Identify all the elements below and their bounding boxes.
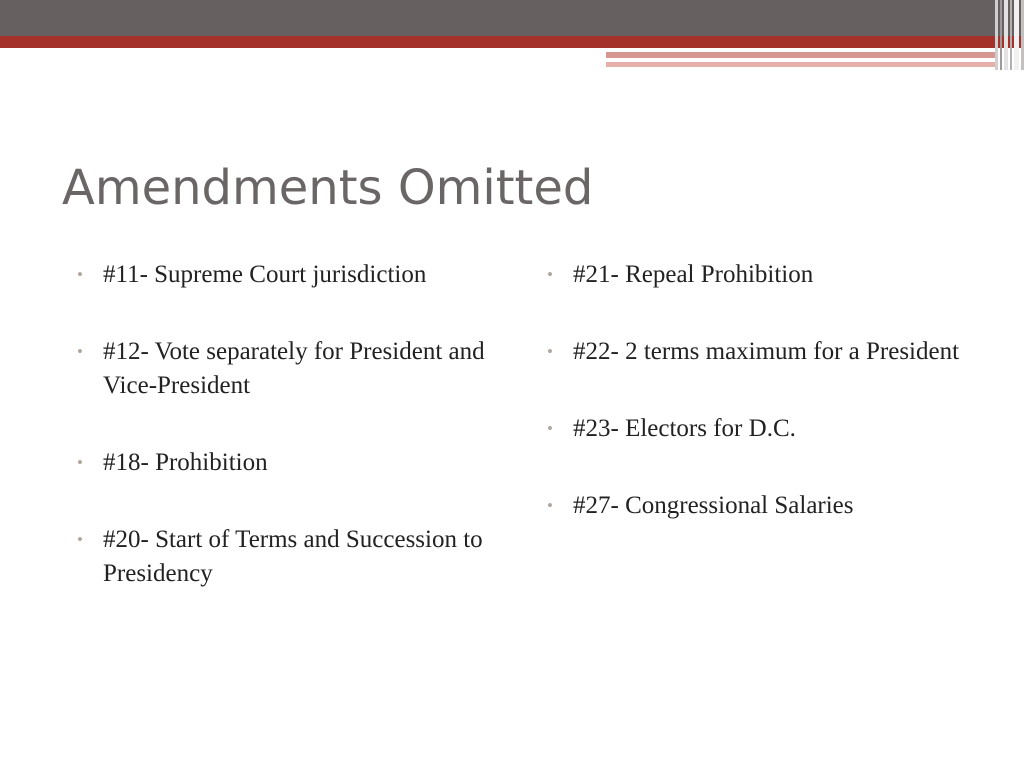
decorative-stripes: [993, 0, 1024, 70]
slide-title: Amendments Omitted: [62, 160, 594, 216]
bullet-icon: •: [547, 419, 553, 438]
list-item-text: #23- Electors for D.C.: [573, 415, 796, 442]
list-item-text: #12- Vote separately for President and Vice-President: [103, 338, 485, 399]
bullet-icon: •: [77, 342, 83, 361]
list-item-text: #21- Repeal Prohibition: [573, 261, 814, 288]
accent-band: [0, 36, 1024, 48]
list-item: [547, 489, 987, 523]
list-item: [77, 446, 497, 480]
list-item: [547, 258, 987, 292]
bullet-icon: •: [77, 453, 83, 472]
bullet-icon: •: [77, 530, 83, 549]
list-item-text: #20- Start of Terms and Succession to Presidency: [103, 526, 483, 587]
bullet-icon: •: [547, 265, 553, 284]
list-item-text: #11- Supreme Court jurisdiction: [103, 261, 427, 288]
list-item-text: #22- 2 terms maximum for a President: [573, 338, 960, 365]
list-item: [547, 335, 987, 369]
bullet-icon: •: [547, 496, 553, 515]
list-item-text: #27- Congressional Salaries: [573, 492, 854, 519]
list-item-text: #18- Prohibition: [103, 449, 268, 476]
bullet-icon: •: [547, 342, 553, 361]
list-item: [77, 523, 497, 591]
list-item: [547, 412, 987, 446]
bullet-list-right: [547, 258, 987, 523]
list-item: [77, 335, 497, 403]
header-bar: [0, 0, 1024, 36]
accent-line: [606, 62, 996, 67]
bullet-icon: •: [77, 265, 83, 284]
bullet-list-left: [77, 258, 497, 591]
list-item: [77, 258, 497, 292]
